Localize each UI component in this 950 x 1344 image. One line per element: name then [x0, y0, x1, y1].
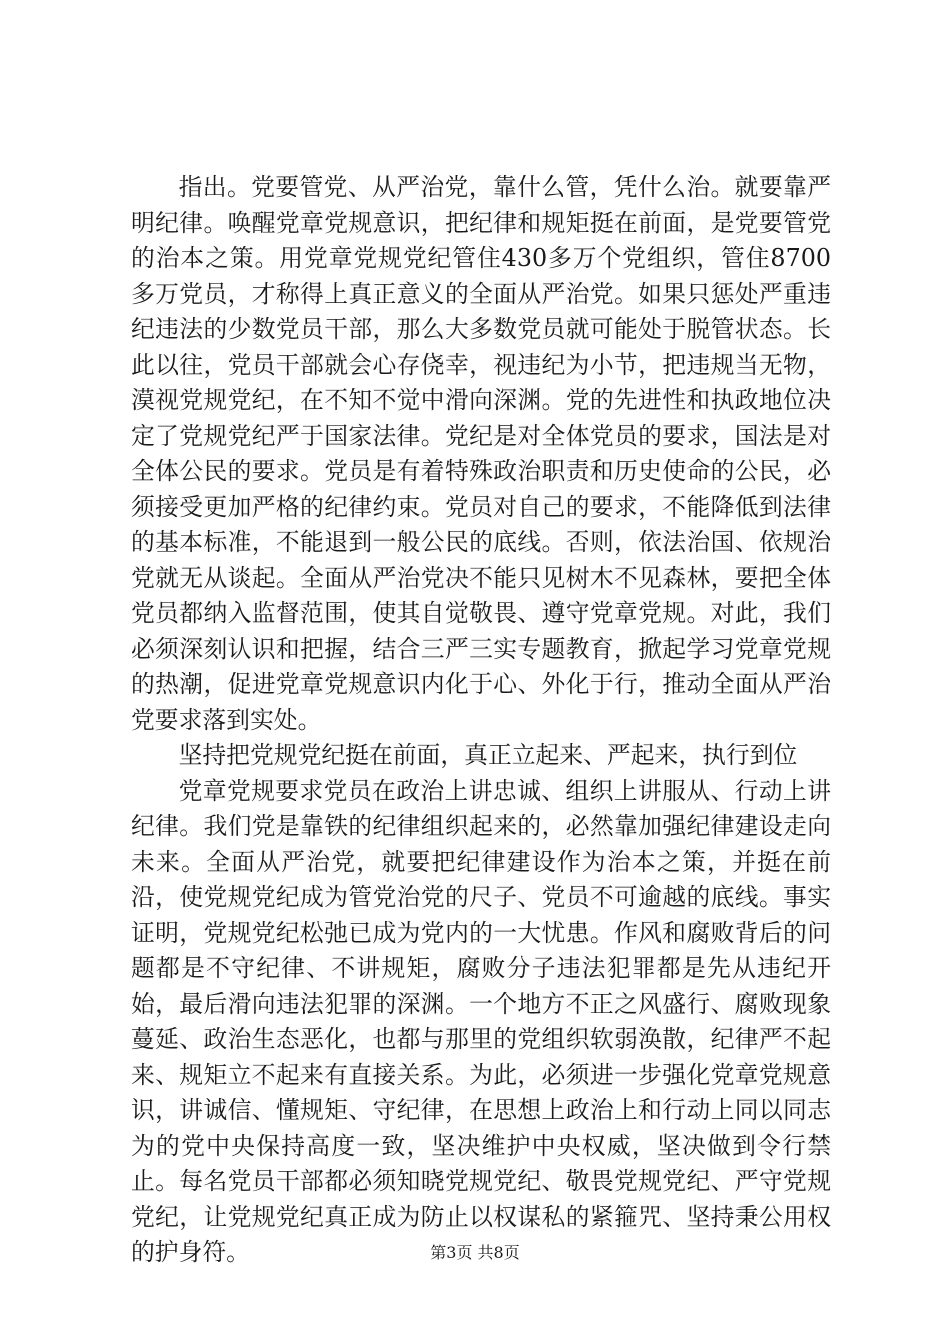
paragraph-section-heading: 坚持把党规党纪挺在前面，真正立起来、严起来，执行到位: [178, 741, 798, 769]
paragraph-discipline-intro: 指出。党要管党、从严治党，靠什么管，凭什么治。就要靠严明纪律。唤醒党章党规意识，把纪律和规矩挺在前面，是党要管党的治本之策。用党章党规党纪管住430多万个党组织，管住8700多万党员，才称得上真正意义的全面从严治党。如果只惩处严重违纪违法的少数党员干部，那么大多数党员就可能处于脱管状态。长此以往，党员干部就会心存侥幸，视违纪为小节，把违规当无物，漠视党规党纪，在不知不觉中滑向深渊。党的先进性和执政地位决定了党规党纪严于国家法律。党纪是对全体党员的要求，国法是对全体公民的要求。党员是有着特殊政治职责和历史使命的公民，必须接受更加严格的纪律约束。党员对自己的要求，不能降低到法律的基本标准，不能退到一般公民的底线。否则，依法治国、依规治党就无从谈起。全面从严治党决不能只见树木不见森林，要把全体党员都纳入监督范围，使其自觉敬畏、遵守党章党规。对此，我们必须深刻认识和把握，结合三严三实专题教育，掀起学习党章党规的热潮，促进党章党规意识内化于心、外化于行，推动全面从严治党要求落到实处。: [131, 173, 831, 734]
document-body: [131, 170, 831, 1271]
page-number: 第3页 共8页: [430, 1243, 520, 1262]
paragraph-discipline-building: 党章党规要求党员在政治上讲忠诚、组织上讲服从、行动上讲纪律。我们党是靠铁的纪律组织起来的，必然靠加强纪律建设走向未来。全面从严治党，就要把纪律建设作为治本之策，并挺在前沿，使党规党纪成为管党治党的尺子、党员不可逾越的底线。事实证明，党规党纪松弛已成为党内的一大忧患。作风和腐败背后的问题都是不守纪律、不讲规矩，腐败分子违法犯罪都是先从违纪开始，最后滑向违法犯罪的深渊。一个地方不正之风盛行、腐败现象蔓延、政治生态恶化，也都与那里的党组织软弱涣散，纪律严不起来、规矩立不起来有直接关系。为此，必须进一步强化党章党规意识，讲诚信、懂规矩、守纪律，在思想上政治上和行动上同以同志为的党中央保持高度一致，坚决维护中央权威，坚决做到令行禁止。每名党员干部都必须知晓党规党纪、敬畏党规党纪、严守党规党纪，让党规党纪真正成为防止以权谋私的紧箍咒、坚持秉公用权的护身符。: [131, 776, 831, 1266]
